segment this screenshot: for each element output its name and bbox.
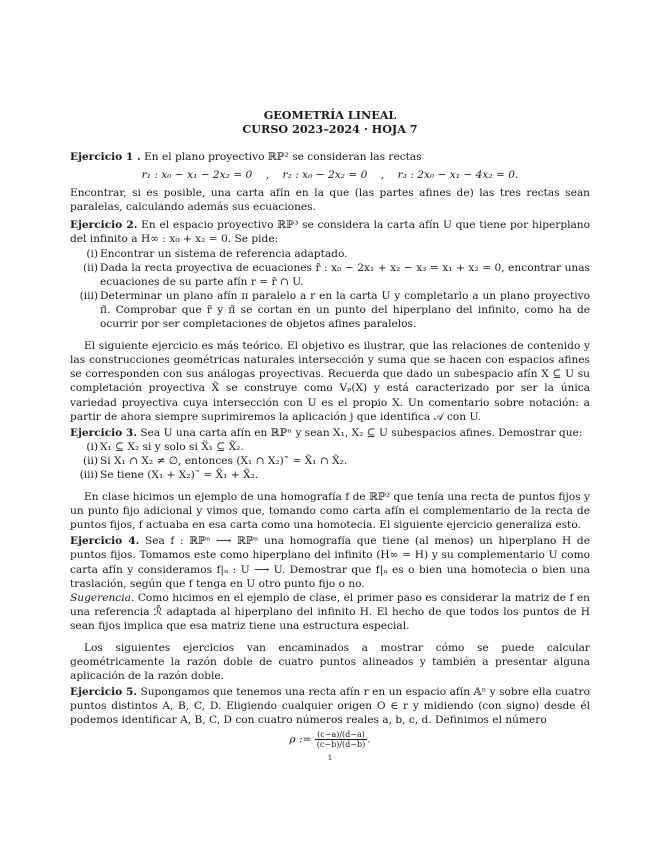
paragraph-homography: En clase hicimos un ejemplo de una homografía f de ℝℙ² que tenía una recta de puntos fijos y un punto fijo adicional y vimos que, tomando como carta afín el complementario de la recta de puntos fijos, f actuaba en esa carta como una homotecia. El siguiente ejercicio generaliza esto. (70, 491, 590, 532)
paragraph-cross-ratio: Los siguientes ejercicios van encaminados a mostrar cómo se puede calcular geométricamente la razón doble de cuatro puntos alineados y también a presentar alguna aplicación de la razón doble. (70, 642, 590, 683)
exercise-3-items (70, 440, 590, 482)
hint-text: Como hicimos en el ejemplo de clase, el primer paso es considerar la matriz de f en una referencia ℛ̃ adaptada al hiperplano del infinito H. El hecho de que todos los puntos de H sean fijos implica que esa matriz tiene una estructura especial. (70, 591, 590, 632)
exercise-5-label: Ejercicio 5. (70, 686, 138, 699)
denominator-bottom: (d−b) (342, 739, 366, 749)
exercise-2-items (70, 247, 590, 332)
exercise-2-label: Ejercicio 2. (70, 219, 138, 232)
rho-numerator: (c−a)/(d−a) (315, 730, 367, 740)
item-text: Se tiene (X₁ + X₂)˜ = X̃₁ + X̃₂. (100, 468, 259, 481)
exercise-1-label: Ejercicio 1 . (70, 151, 141, 163)
exercise-1-intro: En el plano proyectivo ℝℙ² se consideran las rectas (144, 151, 422, 163)
exercise-2 (70, 218, 590, 331)
exercise-2-intro: En el espacio proyectivo ℝℙ³ se considera la carta afín U que tiene por hiperplano del infinito a H∞ : x₀ + x₂ = 0. Se pide: (70, 219, 591, 246)
list-item (70, 247, 590, 261)
exercise-3 (70, 426, 590, 482)
item-number: (ii) (82, 454, 98, 467)
list-item (70, 454, 590, 468)
title-line-2: CURSO 2023–2024 · HOJA 7 (242, 122, 418, 136)
numerator-bottom: (d−a) (342, 729, 365, 739)
exercise-4-body: Sea f : ℝℙⁿ ⟶ ℝℙⁿ una homografía que tiene (al menos) un hiperplano H de puntos fijos. Tomamos este como hiperplano del infinito (H∞ = H) y su complementario U como carta afín y consideramos f|ᵤ : U ⟶ U. Demostrar que f|ᵤ es o bien una homotecia o bien una traslación, según que f tenga en U otro punto fijo o no. (70, 535, 590, 590)
page-number: 1 (327, 752, 333, 762)
item-number: (iii) (79, 289, 98, 302)
numerator-top: (c−a) (317, 729, 340, 739)
item-number: (iii) (79, 468, 98, 481)
item-text: X₁ ⊆ X₂ si y solo si X̃₁ ⊆ X̃₂. (100, 440, 244, 453)
rho-definition (70, 730, 590, 749)
exercise-4-label: Ejercicio 4. (70, 535, 140, 548)
document-page (70, 108, 590, 765)
item-number: (i) (86, 440, 98, 453)
rho-lhs: ρ := (289, 733, 312, 746)
item-text: Encontrar un sistema de referencia adaptado. (100, 247, 348, 260)
item-text: Si X₁ ∩ X₂ ≠ ∅, entonces (X₁ ∩ X₂)˜ = X̃₁ ∩ X̃₂. (100, 454, 348, 467)
exercise-1 (70, 150, 590, 214)
paragraph-theory: El siguiente ejercicio es más teórico. El objetivo es ilustrar, que las relaciones de contenido y las construcciones geométricas naturales intersección y suma que se hacen con espacios afines se corresponden con sus análogas proyectivas. Recuerda que dado un subespacio afín X ⊆ U su completación proyectiva X̃ se construye como Vₚ(X) y está caracterizado por ser la única variedad proyectiva cuya intersección con U es el propio X. Un comentario sobre notación: a partir de ahora siempre suprimiremos la aplicación j que identifica 𝒜 con U. (70, 340, 590, 423)
item-text: Dada la recta proyectiva de ecuaciones r̃ : x₀ − 2x₁ + x₂ − x₃ = x₁ + x₂ = 0, encontrar unas ecuaciones de su parte afín r = r̃ ∩ U. (100, 261, 590, 288)
list-item (70, 289, 590, 331)
item-number: (i) (86, 247, 98, 260)
document-title (70, 108, 590, 136)
exercise-1-body: Encontrar, si es posible, una carta afín en la que (las partes afines de) las tres rectas sean paralelas, calculando además sus ecuaciones. (70, 187, 590, 214)
exercise-4-hint (70, 591, 590, 633)
rho-fraction (315, 730, 367, 749)
list-item (70, 261, 590, 289)
exercise-1-equations: r₁ : x₀ − x₁ − 2x₂ = 0 , r₂ : x₀ − 2x₂ = 0 , r₃ : 2x₀ − x₁ − 4x₂ = 0. (141, 169, 519, 182)
item-text: Determinar un plano afín π paralelo a r en la carta U y completarlo a un plano proyectivo π̃. Comprobar que r̃ y π̃ se cortan en un punto del hiperplano del infinito, como ha de ocurrir por ser completaciones de objetos afines paralelos. (100, 289, 590, 331)
denominator-top: (c−b) (316, 739, 340, 749)
title-line-1: GEOMETRÍA LINEAL (263, 108, 397, 122)
exercise-5-body: Supongamos que tenemos una recta afín r en un espacio afín 𝔸ⁿ y sobre ella cuatro puntos distintos A, B, C, D. Eligiendo cualquier origen O ∈ r y midiendo (con signo) desde él podemos identificar A, B, C, D con cuatro números reales a, b, c, d. Definimos el número (70, 686, 590, 727)
exercise-3-intro: Sea U una carta afín en ℝℙⁿ y sean X₁, X₂ ⊆ U subespacios afines. Demostrar que: (140, 426, 583, 439)
exercise-4 (70, 534, 590, 633)
rho-end: . (367, 733, 371, 746)
rho-denominator: (c−b)/(d−b) (316, 739, 366, 749)
list-item (70, 440, 590, 454)
item-number: (ii) (82, 261, 98, 274)
exercise-3-label: Ejercicio 3. (70, 426, 137, 439)
hint-label: Sugerencia. (70, 591, 135, 604)
exercise-5 (70, 685, 590, 748)
list-item (70, 468, 590, 482)
